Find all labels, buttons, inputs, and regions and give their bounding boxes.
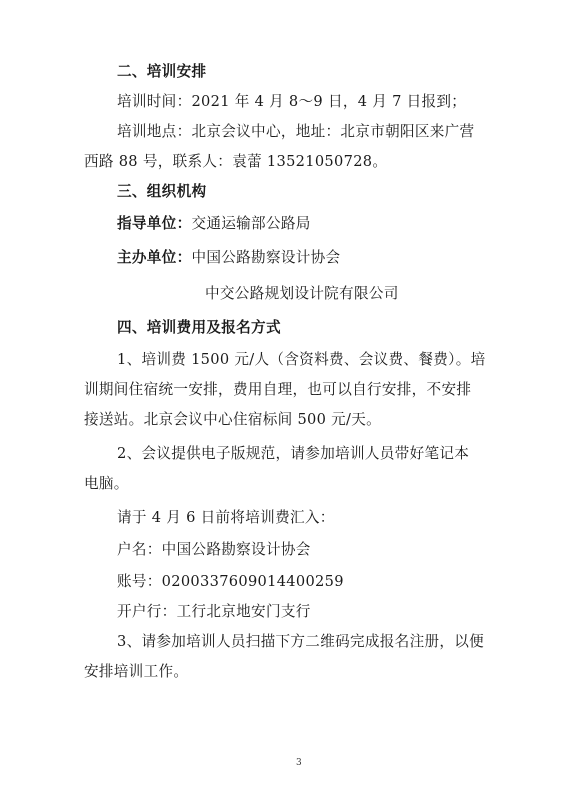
- fee-paragraph-line-2: 训期间住宿统一安排，费用自理，也可以自行安排，不安排: [84, 381, 472, 398]
- page-number: 3: [296, 758, 302, 768]
- section-heading-organization-text: 三、组织机构: [117, 183, 207, 200]
- guide-unit-value: 交通运输部公路局: [191, 215, 311, 232]
- host-unit-label: 主办单位：: [117, 249, 192, 266]
- guide-unit: [117, 214, 311, 234]
- training-place-line-2: 西路 88 号，联系人：袁蕾 13521050728。: [84, 153, 388, 170]
- section-heading-fees: 四、培训费用及报名方式: [117, 319, 281, 336]
- account-number: 账号：0200337609014400259: [117, 573, 344, 590]
- training-time: 培训时间：2021 年 4 月 8～9 日，4 月 7 日报到；: [117, 93, 467, 110]
- training-place-line-1: 培训地点：北京会议中心，地址：北京市朝阳区来广营: [117, 123, 475, 140]
- bank-name: 开户行：工行北京地安门支行: [117, 603, 311, 620]
- laptop-paragraph-line-1: 2、会议提供电子版规范，请参加培训人员带好笔记本: [117, 445, 470, 462]
- register-paragraph-line-2: 安排培训工作。: [84, 663, 189, 680]
- section-heading-organization: [117, 182, 206, 202]
- fee-paragraph-line-1: 1、培训费 1500 元/人（含资料费、会议费、餐费）。培: [117, 351, 486, 368]
- host-unit-value-2: 中交公路规划设计院有限公司: [205, 285, 399, 302]
- register-paragraph-line-1: 3、请参加培训人员扫描下方二维码完成报名注册，以便: [117, 633, 485, 650]
- remit-instruction: 请于 4 月 6 日前将培训费汇入：: [117, 509, 335, 526]
- account-name: 户名：中国公路勘察设计协会: [117, 541, 311, 558]
- host-unit: [117, 248, 340, 268]
- laptop-paragraph-line-2: 电脑。: [84, 475, 129, 492]
- guide-unit-label: 指导单位：: [117, 215, 192, 232]
- host-unit-value-1: 中国公路勘察设计协会: [191, 249, 341, 266]
- fee-paragraph-line-3: 接送站。北京会议中心住宿标间 500 元/天。: [84, 411, 382, 428]
- section-heading-training-arrangement: 二、培训安排: [117, 63, 207, 80]
